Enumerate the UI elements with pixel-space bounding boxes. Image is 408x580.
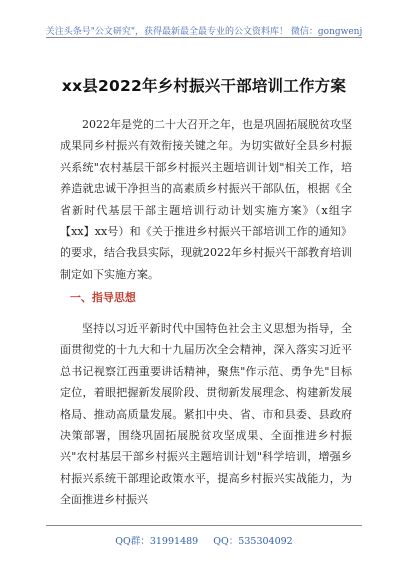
- footer-divider: [46, 525, 362, 526]
- section-heading: 一、指导思想: [69, 291, 136, 304]
- document-title: xx县2022年乡村振兴干部培训工作方案: [61, 77, 347, 95]
- intro-paragraph: 2022年是党的二十大召开之年，也是巩固拓展脱贫攻坚成果同乡村振兴有效衔接关键之年。为切实做好全县乡村振兴系统"农村基层干部乡村振兴主题培训计划"相关工作，培养造就忠诚干净担当的高素质乡村振兴干部队伍，根据《全省新时代基层干部主题培训行动计划实施方案》（x组字【xx】xx号）和《关于推进乡村振兴干部培训工作的通知》的要求，结合我县实际，现就2022年乡村振兴干部教育培训制定如下实施方案。: [60, 118, 352, 281]
- footer: [0, 533, 408, 547]
- header-divider: [46, 37, 362, 38]
- section-paragraph: 坚持以习近平新时代中国特色社会主义思想为指导，全面贯彻党的十九大和十九届历次全会精神，深入落实习近平总书记视察江西重要讲话精神，聚焦"作示范、勇争先"目标定位，着眼把握新发展阶段、贯彻新发展理念、构建新发展格局、推动高质量发展。紧扣中央、省、市和县委、县政府决策部署，围绕巩固拓展脱贫攻坚成果、全面推进乡村振兴"农村基层干部乡村振兴主题培训计划"科学培训，增强乡村振兴系统干部理论政策水平，提高乡村振兴实战能力，为全面推进乡村振兴: [60, 322, 352, 507]
- footer-qq-group: QQ群：31991489: [115, 536, 199, 547]
- header-note: 关注头条号"公文研究"，获得最新最全最专业的公文资料库！ 微信：gongwenj: [45, 27, 363, 37]
- footer-qq: QQ：535304092: [213, 536, 293, 547]
